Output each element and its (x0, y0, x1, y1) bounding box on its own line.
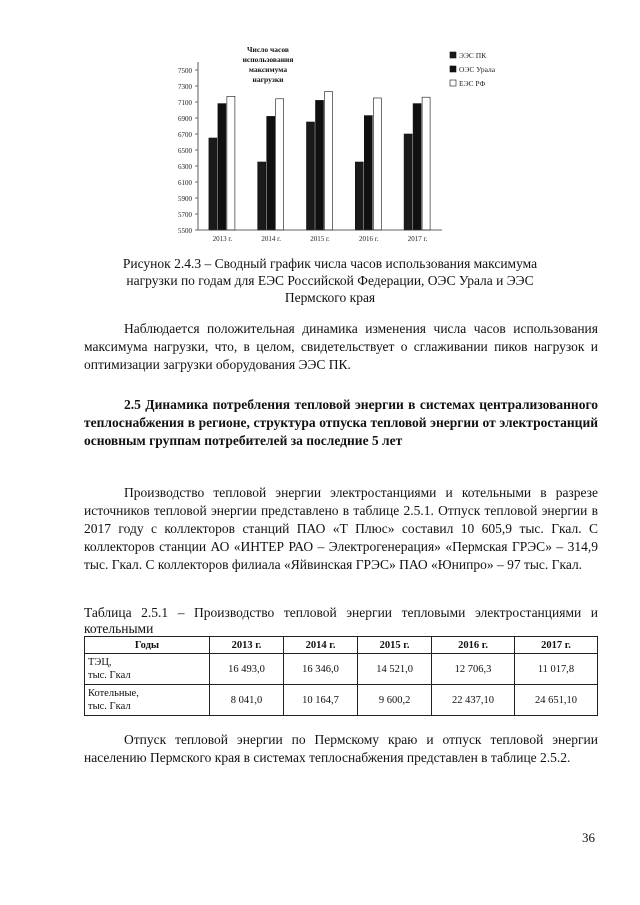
header-cell-2014: 2014 г. (284, 637, 358, 654)
y-tick-label: 6100 (178, 179, 192, 187)
chart-title-text: Число часов использования максимума нагрузки (242, 45, 294, 84)
legend-swatch (450, 52, 456, 58)
y-tick-label: 5500 (178, 227, 192, 235)
table-cell: 24 651,10 (515, 685, 598, 716)
legend-label: ОЭС Урала (459, 65, 496, 74)
header-cell-years: Годы (85, 637, 210, 654)
bar-ees-pk (307, 122, 315, 230)
chart-bars (209, 92, 430, 230)
y-tick-label: 6700 (178, 131, 192, 139)
y-tick-label: 6900 (178, 115, 192, 123)
bar-oes-urala (267, 116, 275, 230)
table-row (85, 685, 598, 716)
x-tick-label: 2016 г. (359, 235, 379, 243)
table-cell: 12 706,3 (432, 654, 515, 685)
bar-ees-rf (422, 97, 430, 230)
paragraph-heat-supply-text: Отпуск тепловой энергии по Пермскому краю и отпуск тепловой энергии населению Пермского края в системах теплоснабжения представлен в таблице 2.5.2. (84, 732, 598, 765)
x-tick-label: 2013 г. (212, 235, 233, 243)
header-cell-2017: 2017 г. (515, 637, 598, 654)
bar-oes-urala (364, 116, 372, 230)
y-tick-label: 5900 (178, 195, 192, 203)
table-cell: 10 164,7 (284, 685, 358, 716)
row-label-line: Котельные, (88, 688, 139, 699)
row-label-line: ТЭЦ, (88, 657, 112, 668)
bar-chart (160, 40, 520, 250)
y-tick-label: 6500 (178, 147, 192, 155)
y-tick-label: 7500 (178, 67, 192, 75)
paragraph-load-hours (84, 320, 598, 374)
legend-label: ЕЭС РФ (459, 79, 486, 88)
y-axis-ticks (178, 67, 198, 235)
row-label-unit: тыс. Гкал (88, 701, 131, 712)
bar-ees-rf (373, 98, 381, 230)
bar-oes-urala (218, 104, 226, 230)
section-heading (84, 396, 598, 450)
y-tick-label: 6300 (178, 163, 192, 171)
legend-swatch (450, 66, 456, 72)
bar-ees-pk (258, 162, 266, 230)
y-tick-label: 5700 (178, 211, 192, 219)
paragraph-heat-supply (84, 731, 598, 767)
row-label-boilers (85, 685, 210, 716)
paragraph-load-hours-text: Наблюдается положительная динамика изменения числа часов использования максимума нагрузки, что, в целом, свидетельствует о сглаживании пиков нагрузок и оптимизации загрузки оборудования ЭЭС ПК. (84, 321, 598, 372)
page-number: 36 (582, 830, 595, 845)
table-cell: 16 346,0 (284, 654, 358, 685)
header-cell-2016: 2016 г. (432, 637, 515, 654)
y-tick-label: 7100 (178, 99, 192, 107)
x-tick-label: 2015 г. (310, 235, 330, 243)
paragraph-heat-production (84, 484, 598, 574)
heat-production-table (84, 636, 598, 716)
bar-ees-pk (209, 138, 217, 230)
bar-oes-urala (316, 100, 324, 230)
legend-label: ЭЭС ПК (459, 51, 487, 60)
figure-caption: Рисунок 2.4.3 – Сводный график числа часов использования максимума нагрузки по годам для ЕЭС Российской Федерации, ОЭС Урала и ЭЭС Пермского края (122, 256, 538, 305)
table-cell: 8 041,0 (210, 685, 284, 716)
x-axis-ticks (213, 235, 428, 243)
table-caption: Таблица 2.5.1 – Производство тепловой энергии тепловыми электростанциями и котельными (84, 605, 598, 636)
row-label-unit: тыс. Гкал (88, 670, 131, 681)
header-cell-2013: 2013 г. (210, 637, 284, 654)
table-row (85, 654, 598, 685)
table-cell: 22 437,10 (432, 685, 515, 716)
table-cell: 11 017,8 (515, 654, 598, 685)
section-heading-text: 2.5 Динамика потребления тепловой энергии в системах централизованного теплоснабжения в регионе, структура отпуска тепловой энергии от электростанций основным группам потребителей за последние 5 лет (84, 397, 598, 448)
x-tick-label: 2014 г. (261, 235, 281, 243)
table-cell: 16 493,0 (210, 654, 284, 685)
table-header-row (85, 637, 598, 654)
legend-swatch (450, 80, 456, 86)
y-tick-label: 7300 (178, 83, 192, 91)
header-cell-2015: 2015 г. (358, 637, 432, 654)
chart-title (243, 45, 294, 84)
paragraph-heat-production-text: Производство тепловой энергии электростанциями и котельными в разрезе источников тепловой энергии представлено в таблице 2.5.1. Отпуск тепловой энергии в 2017 году с коллекторов станций ПАО «Т Плюс» составил 10 605,9 тыс. Гкал. С коллекторов станции АО «ИНТЕР РАО – Электрогенерация» «Пермская ГРЭС» – 314,9 тыс. Гкал. С коллекторов филиала «Яйвинская ГРЭС» ПАО «Юнипро» – 97 тыс. Гкал. (84, 485, 598, 572)
bar-ees-pk (404, 134, 412, 230)
bar-ees-rf (325, 92, 333, 230)
bar-ees-pk (355, 162, 363, 230)
bar-oes-urala (413, 104, 421, 230)
bar-ees-rf (227, 96, 235, 230)
table-cell: 14 521,0 (358, 654, 432, 685)
bar-ees-rf (276, 99, 284, 230)
x-tick-label: 2017 г. (407, 235, 428, 243)
table-cell: 9 600,2 (358, 685, 432, 716)
chart-legend (450, 51, 496, 88)
row-label-tec (85, 654, 210, 685)
